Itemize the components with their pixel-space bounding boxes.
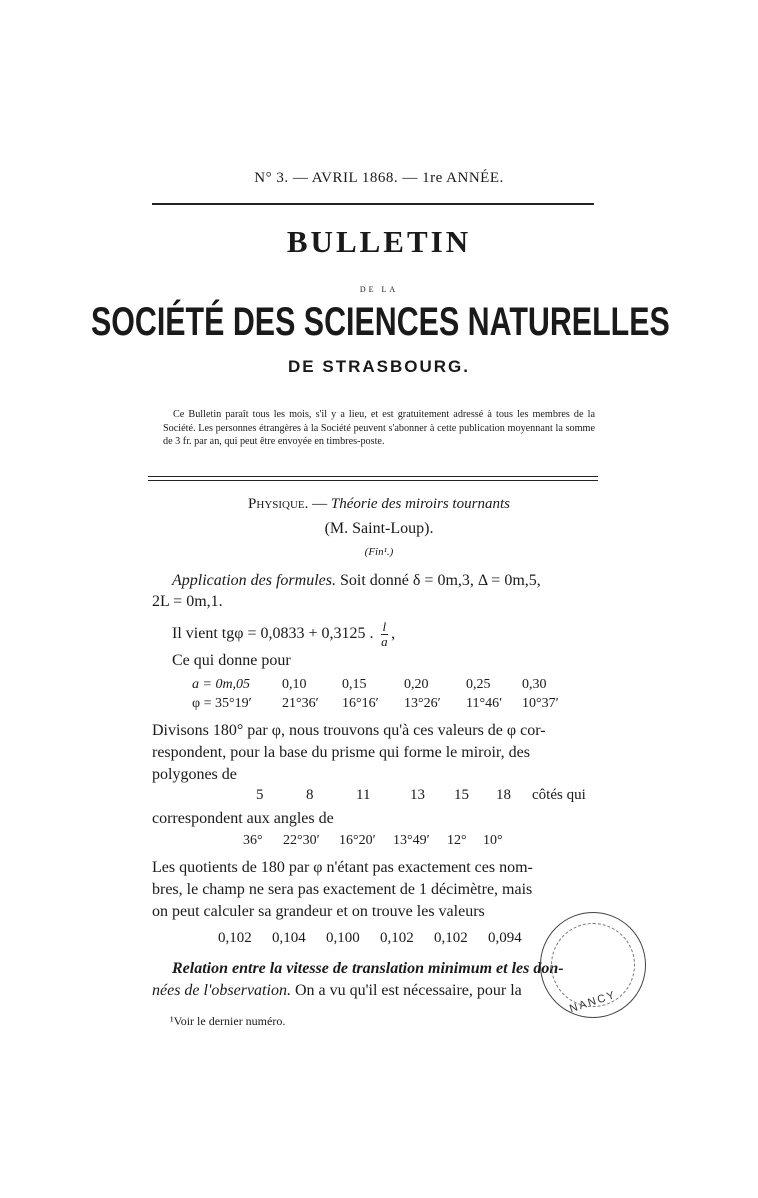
stamp-text: NANCY (568, 988, 618, 1016)
article-title: Théorie des miroirs tournants (330, 496, 510, 512)
publication-notice (163, 408, 595, 449)
angle-cell: 16°20′ (339, 833, 376, 848)
paragraph-quotients-3: on peut calculer sa grandeur et on trouve les valeurs (152, 903, 485, 920)
field-value-cell: 0,102 (434, 930, 468, 946)
paragraph-quotients-1: Les quotients de 180 par φ n'étant pas exactement ces nom- (152, 859, 533, 876)
footnote: ¹Voir le dernier numéro. (170, 1014, 286, 1028)
field-value-cell: 0,094 (488, 930, 522, 946)
fraction-numerator: l (382, 619, 387, 634)
sides-cell: 8 (306, 787, 314, 803)
double-rule-bottom (148, 480, 598, 481)
paragraph-application (172, 570, 541, 591)
sides-cell: 11 (356, 787, 371, 803)
sides-cell: 5 (256, 787, 264, 803)
ce-qui-donne: Ce qui donne pour (172, 652, 291, 669)
angle-cell: 10° (483, 833, 503, 848)
sides-tail: côtés qui (532, 787, 586, 803)
relation-text: On a vu qu'il est nécessaire, pour la (290, 982, 522, 999)
formula-comma: , (391, 625, 396, 643)
de-la-text: DE LA (359, 285, 399, 294)
bulletin-title: BULLETIN (286, 224, 472, 259)
phi-values-row (192, 696, 572, 712)
formula-line (172, 620, 395, 649)
field-value-cell: 0,102 (380, 930, 414, 946)
phi-cell: 10°37′ (522, 696, 559, 711)
angle-cell: 22°30′ (283, 833, 320, 848)
angle-cell: 36° (243, 833, 263, 848)
field-value-cell: 0,100 (326, 930, 360, 946)
a-cell: a = 0m,05 (192, 677, 251, 692)
phi-cell: 13°26′ (404, 696, 441, 711)
a-values-row (192, 677, 572, 693)
relation-heading-2: nées de l'observation. (152, 982, 291, 999)
issue-line: N° 3. — AVRIL 1868. — 1re ANNÉE. (254, 170, 504, 186)
sides-cell: 18 (496, 787, 511, 803)
a-cell: 0,15 (342, 677, 367, 692)
a-cell: 0,10 (282, 677, 307, 692)
field-values-row (218, 930, 538, 947)
sides-row (256, 787, 596, 804)
fin-note: (Fin¹.) (364, 546, 394, 558)
a-cell: 0,30 (522, 677, 547, 692)
a-cell: 0,20 (404, 677, 429, 692)
section-heading: Physique. — Théorie des miroirs tournants (248, 496, 510, 512)
angle-cell: 12° (447, 833, 467, 848)
phi-cell: 16°16′ (342, 696, 379, 711)
section-label: Physique. (248, 496, 309, 512)
article-author: (M. Saint-Loup). (324, 520, 434, 537)
phi-cell: 11°46′ (466, 696, 503, 711)
application-text: Soit donné δ = 0m,3, Δ = 0m,5, (335, 572, 541, 589)
phi-cell: 21°36′ (282, 696, 319, 711)
double-rule-top (148, 476, 598, 477)
phi-cell: φ = 35°19′ (192, 696, 252, 711)
relation-heading-1: Relation entre la vitesse de translation minimum et les don- (172, 960, 564, 977)
paragraph-divisons-2: respondent, pour la base du prisme qui forme le miroir, des (152, 744, 530, 761)
notice-text: Ce Bulletin paraît tous les mois, s'il y a lieu, et est gratuitement adressé à tous les membres de la Société. Les personnes étrangères à la Société peuvent s'abonner à cette publication moyennant la somme de 3 fr. par an, qui peut être envoyée en timbres-poste. (163, 409, 595, 447)
paragraph-quotients-2: bres, le champ ne sera pas exactement de 1 décimètre, mais (152, 881, 533, 898)
formula-text: Il vient tgφ = 0,0833 + 0,3125 . (172, 625, 374, 643)
relation-line-2 (152, 980, 522, 1001)
library-stamp (540, 912, 646, 1018)
header-rule (152, 203, 594, 205)
fraction (381, 620, 389, 649)
sides-cell: 15 (454, 787, 469, 803)
application-line-2: 2L = 0m,1. (152, 593, 223, 610)
application-label: Application des formules. (172, 572, 336, 589)
paragraph-divisons-1: Divisons 180° par φ, nous trouvons qu'à ces valeurs de φ cor- (152, 722, 546, 739)
angles-row (243, 833, 513, 849)
correspondent-line: correspondent aux angles de (152, 810, 334, 827)
field-value-cell: 0,102 (218, 930, 252, 946)
city-title: DE STRASBOURG. (288, 357, 470, 376)
fraction-denominator: a (381, 634, 388, 649)
society-title: SOCIÉTÉ DES SCIENCES NATURELLES (90, 300, 670, 344)
sides-cell: 13 (410, 787, 425, 803)
a-cell: 0,25 (466, 677, 491, 692)
field-value-cell: 0,104 (272, 930, 306, 946)
paragraph-divisons-3: polygones de (152, 766, 237, 783)
angle-cell: 13°49′ (393, 833, 430, 848)
